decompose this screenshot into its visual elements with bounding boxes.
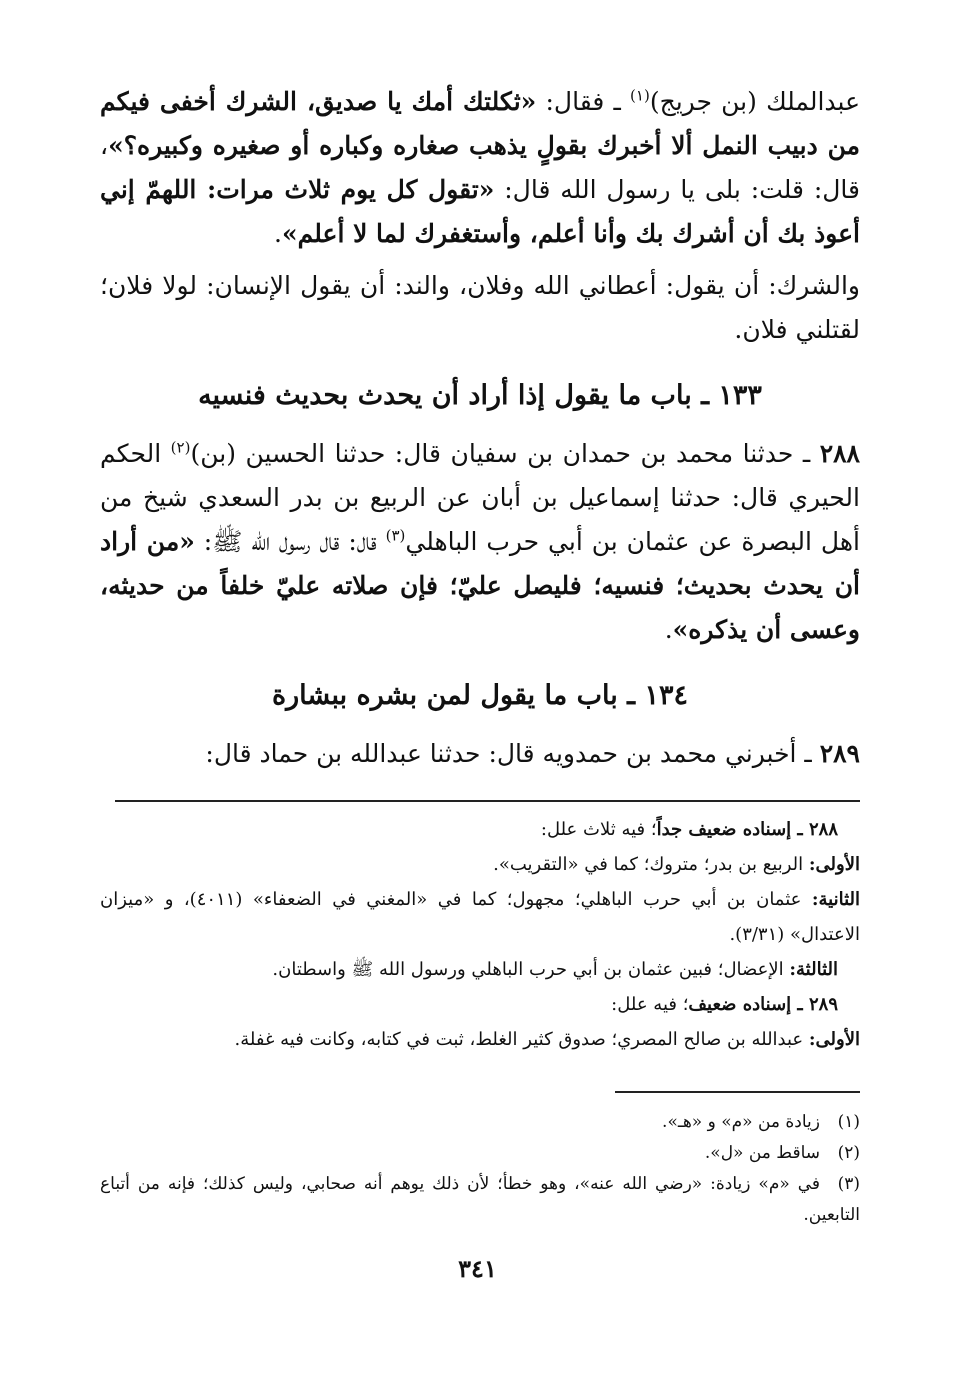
footnote-mark: (٢): [837, 1143, 860, 1163]
text-segment: الحكم الحيري قال: حدثنا إسماعيل بن أبان عن الربيع بن بدر السعدي شيخ من أهل البصرة عن عثمان بن أبي حرب الباهلي: [100, 439, 860, 556]
grading: ـ إسناده ضعيف جداً: [656, 819, 809, 840]
page-number: ٣٤١: [458, 1254, 497, 1283]
chapter-heading-134: ١٣٤ ـ باب ما يقول لمن بشره ببشارة: [271, 680, 688, 711]
footnote-item: [100, 1107, 860, 1138]
footnote-mark: (١): [837, 1112, 860, 1132]
note-text: عبدالله بن صالح المصري؛ صدوق كثير الغلط، ثبت في كتابه، وكانت فيه غفلة.: [234, 1029, 809, 1050]
hadith-number: ٢٨٩: [819, 739, 860, 768]
hadith-quote: «من أراد أن يحدث بحديث؛ فنسيه؛ فليصل عليّ؛ فإن صلاته عليّ خلفاً من حديثه، وعسى أن يذكره»: [100, 527, 861, 644]
hadith-quote: «ثكلتك أمك يا صديق، الشرك أخفى فيكم من دبيب النمل ألا أخبرك بقولٍ يذهب صغاره وكباره أو صغيره وكبيره؟»: [100, 87, 860, 160]
note-label: الأولى:: [808, 854, 860, 875]
note-text: ؛ فيه علل:: [611, 994, 689, 1015]
note-line: [100, 847, 860, 882]
hadith-number: ٢٨٨: [808, 819, 838, 840]
note-line: [100, 812, 860, 847]
hadith-quote: «تقول كل يوم ثلاث مرات: اللهمّ إني أعوذ بك أن أشرك بك وأنا أعلم، وأستغفرك لما لا أعلم»: [100, 175, 860, 248]
grading: ـ إسناده ضعيف: [688, 994, 809, 1015]
takhrij-notes: [100, 812, 860, 1057]
text-segment: ـ حدثنا محمد بن حمدان بن سفيان قال: حدثنا الحسين (بن): [190, 439, 820, 468]
page-body: [100, 80, 860, 1231]
text-segment: ـ أخبرني محمد بن حمدويه قال: حدثنا عبدالله بن حماد قال:: [205, 739, 820, 768]
text-segment: ـ فقال:: [536, 87, 631, 116]
footnote-text: في «م» زيادة: «رضي الله عنه»، وهو خطأ؛ لأن ذلك يوهم أنه صحابي، وليس كذلك؛ فإنه من أتباع التابعين.: [100, 1174, 860, 1225]
text-segment: .: [664, 615, 673, 644]
note-line: [100, 952, 860, 987]
note-label: الثالثة:: [789, 959, 838, 980]
text-segment: عبدالملك (بن جريج): [649, 87, 861, 116]
paragraph-definition: والشرك: أن يقول: أعطاني الله وفلان، والند: أن يقول الإنسان: لولا فلان؛ لقتلني فلان.: [100, 271, 860, 344]
footnote-ref: (٣): [385, 526, 406, 545]
footnote-text: زيادة من «م» و «هـ».: [662, 1112, 820, 1132]
note-text: الإعضال؛ فبين عثمان بن أبي حرب الباهلي ورسول الله ﷺ واسطتان.: [272, 959, 790, 980]
divider: [115, 800, 860, 802]
paragraph-hadith-288: [100, 432, 860, 652]
footnote-mark: (٣): [837, 1174, 860, 1194]
footnote-item: [100, 1138, 860, 1169]
hadith-number: ٢٨٩: [808, 994, 838, 1015]
paragraph-hadith-shirk: [100, 80, 860, 256]
footnote-item: [100, 1169, 860, 1231]
footnote-ref: (٢): [170, 438, 191, 457]
note-label: الأولى:: [808, 1029, 860, 1050]
paragraph-hadith-289: [100, 732, 860, 776]
chapter-heading-133: ١٣٣ ـ باب ما يقول إذا أراد أن يحدث بحديث فنسيه: [198, 380, 762, 411]
text-segment: ، قال: قلت: بلى يا رسول الله قال:: [100, 131, 861, 204]
note-text: ؛ فيه ثلاث علل:: [540, 819, 657, 840]
text-segment: قال: قال رسول الله ﷺ:: [194, 527, 386, 556]
note-line: [100, 987, 860, 1022]
note-label: الثانية:: [811, 889, 860, 910]
note-line: [100, 882, 860, 952]
hadith-number: ٢٨٨: [819, 439, 860, 468]
footnote-ref: (١): [630, 86, 650, 105]
note-line: [100, 1022, 860, 1057]
note-text: عثمان بن أبي حرب الباهلي؛ مجهول؛ كما في «المغني في الضعفاء» (٤٠١١)، و «ميزان الاعتدال» (٣/٣١).: [100, 889, 860, 945]
footnote-text: ساقط من «ل».: [704, 1143, 820, 1163]
footnote-divider: [615, 1091, 860, 1093]
footnotes: [100, 1107, 860, 1231]
text-segment: .: [274, 219, 282, 248]
note-text: الربيع بن بدر؛ متروك؛ كما في «التقريب».: [493, 854, 809, 875]
